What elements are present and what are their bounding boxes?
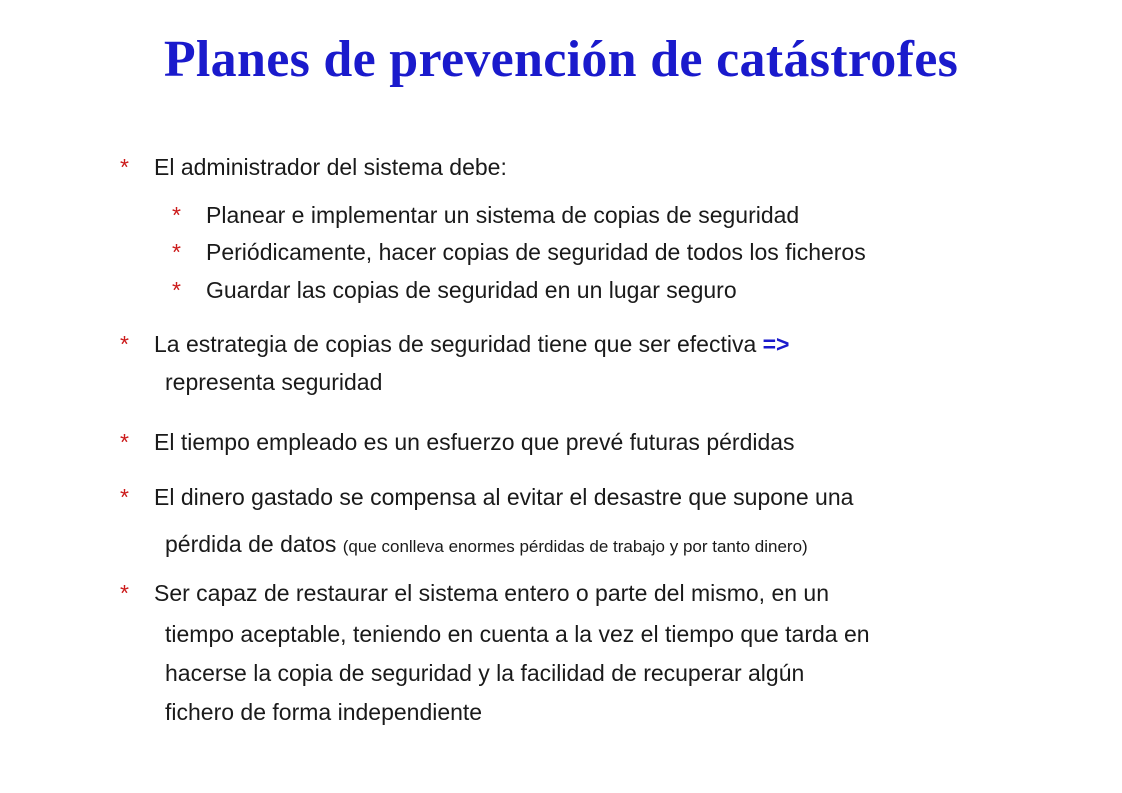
bullet-continuation: representa seguridad <box>165 369 383 395</box>
bullet-continuation: fichero de forma independiente <box>165 699 483 725</box>
bullet-icon: * <box>172 202 181 228</box>
sub-bullet-text: Guardar las copias de seguridad en un lugar seguro <box>206 277 737 303</box>
bullet-text-estrategia <box>154 329 790 359</box>
bullet-icon: * <box>120 154 129 180</box>
bullet-text-restaurar: Ser capaz de restaurar el sistema entero o parte del mismo, en un <box>154 580 830 606</box>
implies-arrow: => <box>762 331 790 357</box>
bullet-text-tiempo: El tiempo empleado es un esfuerzo que prevé futuras pérdidas <box>154 429 795 455</box>
sub-bullet-text: Planear e implementar un sistema de copias de seguridad <box>206 202 800 228</box>
bullet-text-administrador: El administrador del sistema debe: <box>154 154 507 180</box>
bullet-icon: * <box>172 277 181 303</box>
bullet-text-estrategia-main: La estrategia de copias de seguridad tiene que ser efectiva <box>154 331 757 357</box>
sub-bullet-text: Periódicamente, hacer copias de seguridad de todos los ficheros <box>206 239 866 265</box>
bullet-icon: * <box>120 429 129 455</box>
bullet-continuation-note: (que conlleva enormes pérdidas de trabajo y por tanto dinero) <box>342 537 808 556</box>
bullet-continuation: hacerse la copia de seguridad y la facilidad de recuperar algún <box>165 660 805 686</box>
bullet-icon: * <box>172 239 181 265</box>
bullet-text-dinero: El dinero gastado se compensa al evitar el desastre que supone una <box>154 484 854 510</box>
page-title: Planes de prevención de catástrofes <box>163 31 959 88</box>
bullet-icon: * <box>120 331 129 357</box>
bullet-continuation <box>165 529 808 562</box>
bullet-icon: * <box>120 484 129 510</box>
bullet-continuation: tiempo aceptable, teniendo en cuenta a la vez el tiempo que tarda en <box>165 621 870 647</box>
bullet-continuation-main: pérdida de datos <box>165 531 337 557</box>
bullet-icon: * <box>120 580 129 606</box>
